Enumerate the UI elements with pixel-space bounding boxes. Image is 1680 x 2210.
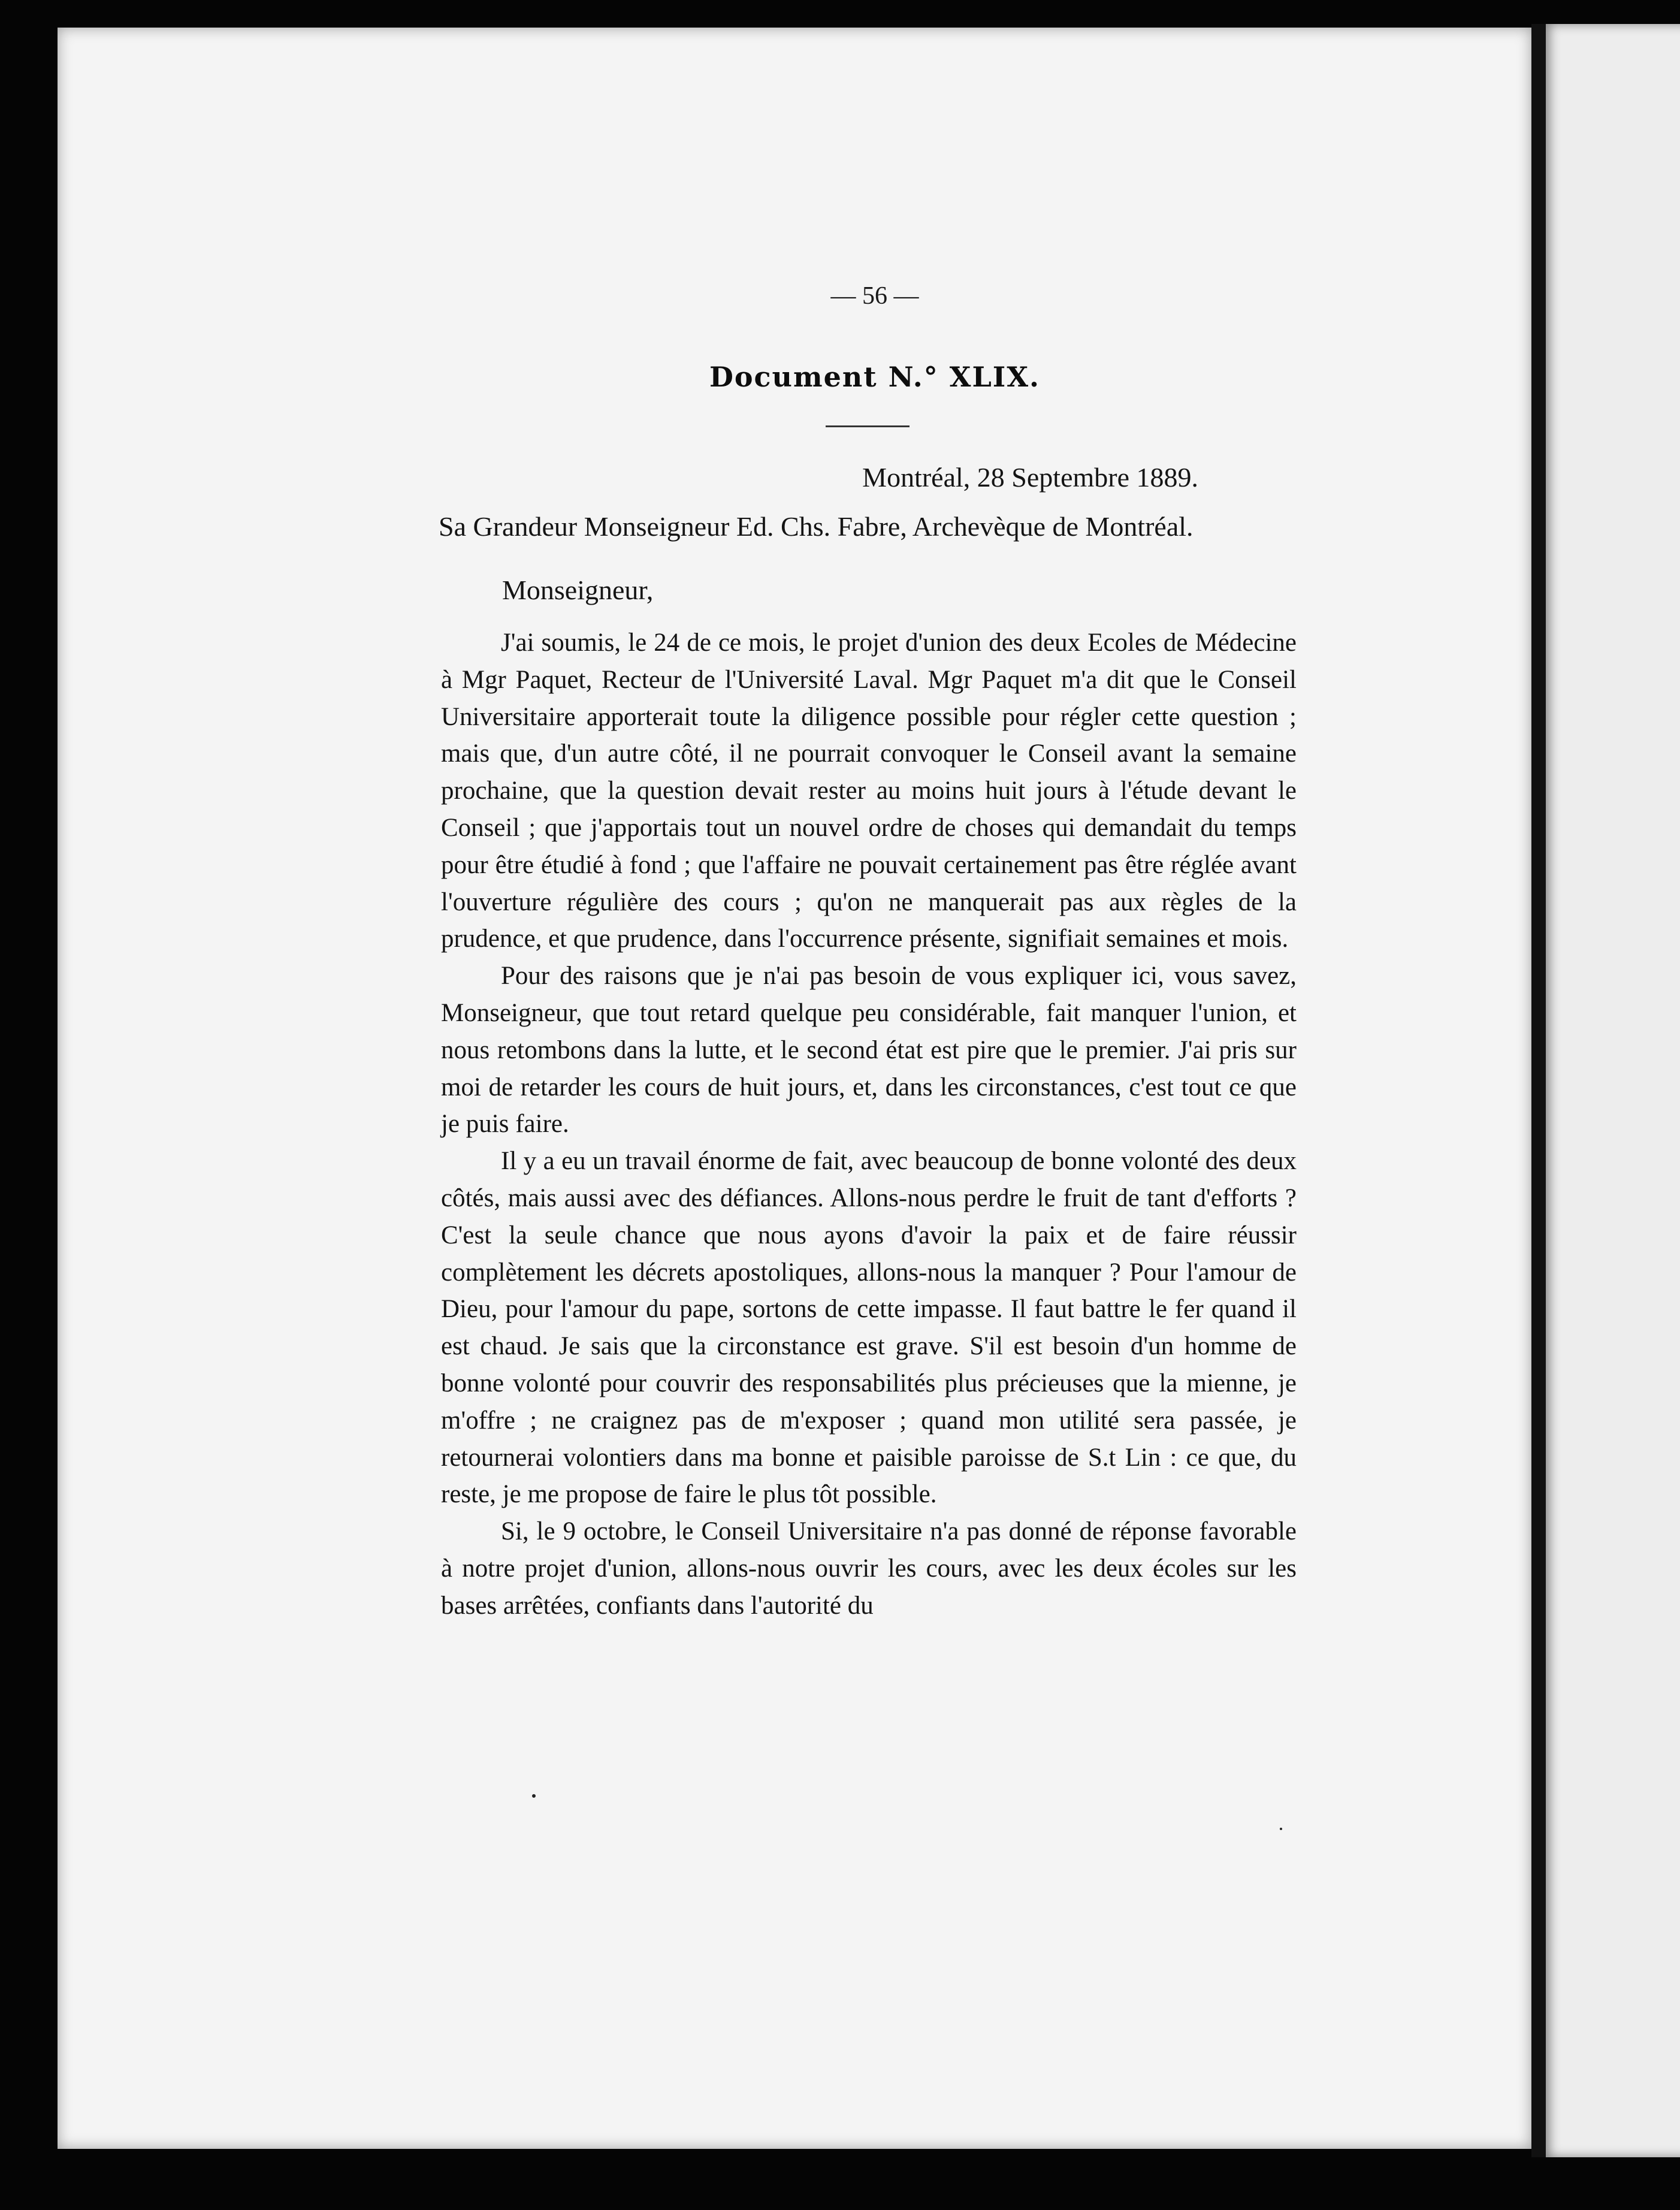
document-title: Document N.° XLIX. [709, 361, 1041, 393]
letter-address: Sa Grandeur Monseigneur Ed. Chs. Fabre, Archevèque de Montréal. [439, 511, 1193, 542]
letter-salutation: Monseigneur, [502, 575, 654, 605]
book-gutter [1531, 24, 1546, 2157]
ink-speck [1280, 1828, 1282, 1830]
page-number: — 56 — [830, 282, 919, 310]
letter-body [441, 624, 1297, 1625]
title-rule [826, 425, 910, 427]
paragraph-2: Pour des raisons que je n'ai pas besoin de vous expliquer ici, vous savez, Monseigneur, que tout retard quelque peu considérable, fait manquer l'union, et nous retombons dans la lutte, et le second état est pire que le premier. J'ai pris sur moi de retarder les cours de huit jours, et, dans les circonstances, c'est tout ce que je puis faire. [441, 962, 1297, 1139]
facing-page-edge [1546, 24, 1680, 2157]
letter-dateline: Montréal, 28 Septembre 1889. [862, 462, 1198, 493]
paragraph-3: Il y a eu un travail énorme de fait, avec beaucoup de bonne volonté des deux côtés, mais aussi avec des défiances. Allons-nous perdre le fruit de tant d'efforts ? C'est la seule chance que nous ayons d'avoir la paix et de faire réussir complètement les décrets apostoliques, allons-nous la manquer ? Pour l'amour de Dieu, pour l'amour du pape, sortons de cette impasse. Il faut battre le fer quand il est chaud. Je sais que la circonstance est grave. S'il est besoin d'un homme de bonne volonté pour couvrir des responsabilités plus précieuses que la mienne, je m'offre ; ne craignez pas de m'exposer ; quand mon utilité sera passée, je retournerai volontiers dans ma bonne et paisible paroisse de S.t Lin : ce que, du reste, je me propose de faire le plus tôt possible. [441, 1147, 1297, 1509]
paragraph-1: J'ai soumis, le 24 de ce mois, le projet d'union des deux Ecoles de Médecine à Mgr Paquet, Recteur de l'Université Laval. Mgr Paquet m'a dit que le Conseil Universitaire apporterait toute la diligence possible pour régler cette question ; mais que, d'un autre côté, il ne pourrait convoquer le Conseil avant la semaine prochaine, que la question devait rester au moins huit jours à l'étude devant le Conseil ; que j'apportais tout un nouvel ordre de choses qui demandait du temps pour être étudié à fond ; que l'affaire ne pouvait certainement pas être réglée avant l'ouverture régulière des cours ; qu'on ne manquerait pas aux règles de la prudence, et que prudence, dans l'occurrence présente, signifiait semaines et mois. [441, 629, 1297, 953]
paragraph-4: Si, le 9 octobre, le Conseil Universitaire n'a pas donné de réponse favorable à notre projet d'union, allons-nous ouvrir les cours, avec les deux écoles sur les bases arrêtées, confiants dans l'autorité du [441, 1517, 1297, 1620]
ink-speck [532, 1794, 536, 1798]
